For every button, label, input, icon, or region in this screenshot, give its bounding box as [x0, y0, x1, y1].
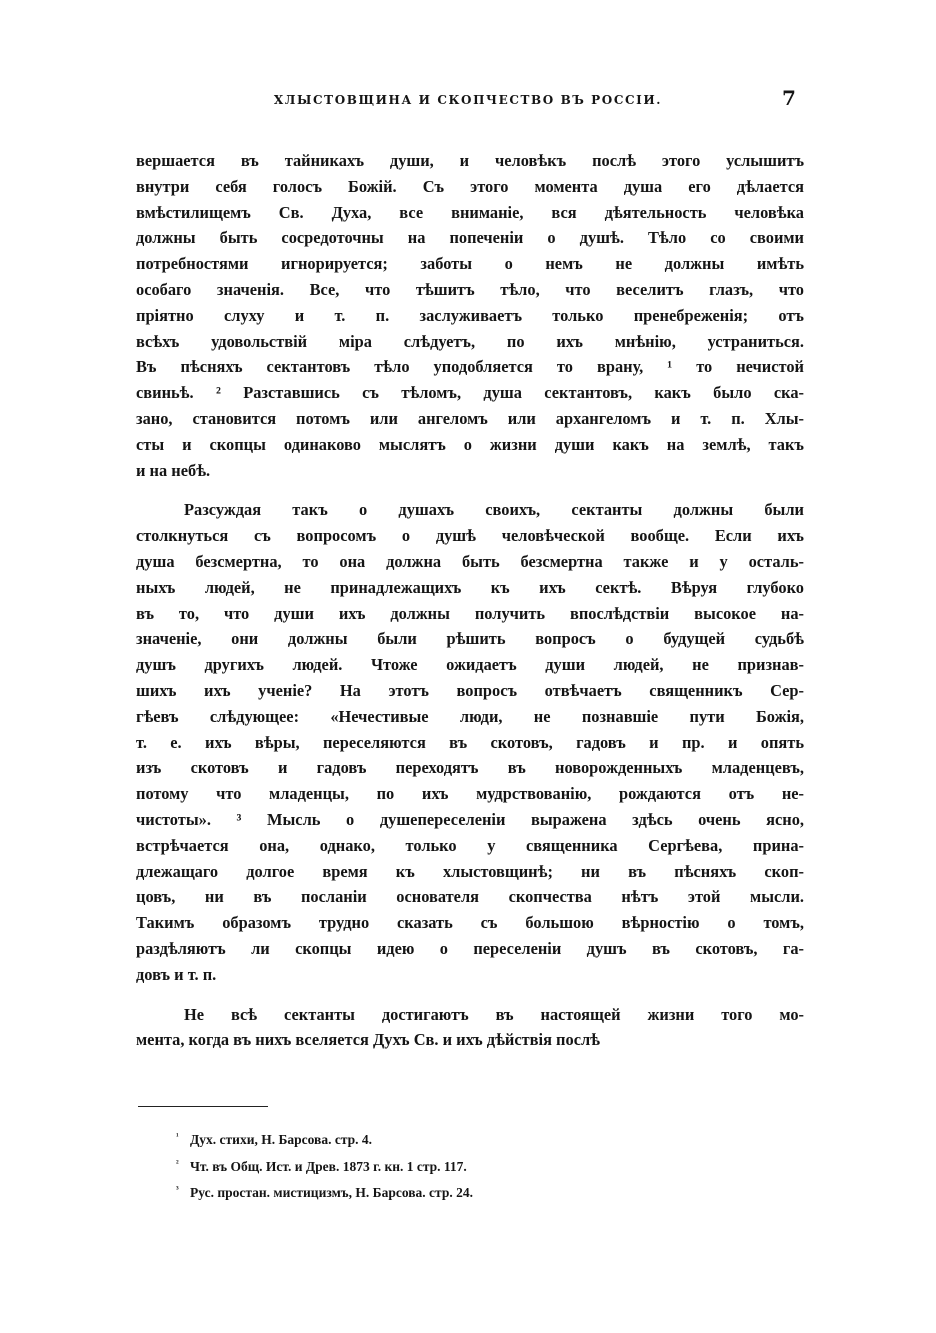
- text-line: Разсуждая такъ о душахъ своихъ, сектанты должны были: [184, 500, 804, 520]
- text-line: вершается въ тайникахъ души, и человѣкъ послѣ этого услышитъ: [136, 151, 804, 170]
- text-line: столкнуться съ вопросомъ о душѣ человѣческой вообще. Если ихъ: [136, 526, 804, 546]
- page-number: 7: [782, 86, 796, 110]
- text-line: особаго значенія. Все, что тѣшитъ тѣло, что веселитъ глазъ, что: [136, 279, 804, 299]
- footnote-text: Дух. стихи, Н. Барсова. стр. 4.: [190, 1132, 373, 1147]
- text-line: чистоты». ³ Мысль о душепереселеніи выражена здѣсь очень ясно,: [136, 809, 804, 829]
- text-line: шихъ ихъ ученіе? На этотъ вопросъ отвѣчаетъ священникъ Сер-: [136, 680, 804, 700]
- text-line: сты и скопцы одинаково мыслятъ о жизни души какъ на землѣ, такъ: [136, 434, 804, 454]
- footnote-rule: [138, 1106, 268, 1107]
- text-line: внутри себя голосъ Божій. Съ этого момента душа его дѣлается: [136, 176, 804, 196]
- text-line: Не всѣ сектанты достигаютъ въ настоящей жизни того мо-: [184, 1004, 804, 1024]
- text-line: изъ скотовъ и гадовъ переходятъ въ новорожденныхъ младенцевъ,: [136, 758, 804, 778]
- footnote-number: ³: [176, 1184, 179, 1194]
- text-line: потому что младенцы, по ихъ мудрствованію, рождаются отъ не-: [136, 784, 804, 804]
- body-text: [136, 148, 804, 1067]
- text-line: душа безсмертна, то она должна быть безсмертна также и у осталь-: [136, 551, 804, 571]
- text-line: зано, становится потомъ или ангеломъ или архангеломъ и т. п. Хлы-: [136, 408, 804, 428]
- text-line: цовъ, ни въ посланіи основателя скопчества нѣтъ этой мысли.: [136, 887, 804, 907]
- text-line: гѣевъ слѣдующее: «Нечестивые люди, не познавшіе пути Божія,: [136, 706, 804, 726]
- text-line: всѣхъ удовольствій міра слѣдуетъ, по ихъ мнѣнію, устраниться.: [136, 331, 804, 351]
- text-line: свиньѣ. ² Разставшись съ тѣломъ, душа сектантовъ, какъ было ска-: [136, 383, 804, 403]
- footnote: [176, 1180, 776, 1207]
- text-line: Въ пѣсняхъ сектантовъ тѣло уподобляется то врану, ¹ то нечистой: [136, 357, 804, 377]
- footnote-number: ²: [176, 1157, 179, 1168]
- running-title: ХЛЫСТОВЩИНА И СКОПЧЕСТВО ВЪ РОССІИ.: [273, 93, 663, 107]
- text-line: значеніе, они должны были рѣшить вопросъ о будущей судьбѣ: [136, 629, 804, 649]
- footnote-text: Рус. простан. мистицизмъ, Н. Барсова. стр. 24.: [190, 1185, 473, 1200]
- footnote-number: ¹: [176, 1131, 179, 1141]
- paragraph: [136, 497, 804, 987]
- text-line: пріятно слуху и т. п. заслуживаетъ только пренебреженія; отъ: [136, 305, 804, 325]
- text-line: раздѣляютъ ли скопцы идею о переселеніи душъ въ скотовъ, га-: [136, 938, 804, 958]
- text-line: потребностями игнорируется; заботы о немъ не должны имѣть: [136, 254, 804, 274]
- text-line: Такимъ образомъ трудно сказать съ большою вѣрностію о томъ,: [136, 913, 804, 933]
- text-line: душъ другихъ людей. Чтоже ожидаетъ души людей, не признав-: [136, 655, 804, 675]
- text-line: мента, когда въ нихъ вселяется Духъ Св. и ихъ дѣйствія послѣ: [136, 1030, 601, 1050]
- paragraph: [136, 148, 804, 483]
- paragraph: [136, 1002, 804, 1054]
- text-line: т. е. ихъ вѣры, переселяются въ скотовъ, гадовъ и пр. и опять: [136, 732, 804, 752]
- footnote-text: Чт. въ Общ. Ист. и Древ. 1873 г. кн. 1 стр. 117.: [190, 1158, 467, 1174]
- text-line: встрѣчается она, однако, только у священника Сергѣева, прина-: [136, 835, 804, 855]
- text-line: довъ и т. п.: [136, 964, 217, 984]
- text-line: длежащаго долгое время къ хлыстовщинѣ; ни въ пѣсняхъ скоп-: [136, 861, 804, 881]
- text-line: вмѣстилищемъ Св. Духа, все вниманіе, вся дѣятельность человѣка: [136, 202, 804, 222]
- text-line: ныхъ людей, не принадлежащихъ къ ихъ сектѣ. Вѣруя глубоко: [136, 577, 804, 597]
- footnotes: [176, 1127, 776, 1207]
- footnote: [176, 1154, 776, 1181]
- footnote: [176, 1127, 776, 1154]
- text-line: въ то, что души ихъ должны получить впослѣдствіи высокое на-: [136, 603, 804, 623]
- text-line: и на небѣ.: [136, 460, 211, 480]
- text-line: должны быть сосредоточны на попеченіи о душѣ. Тѣло со своими: [136, 228, 804, 248]
